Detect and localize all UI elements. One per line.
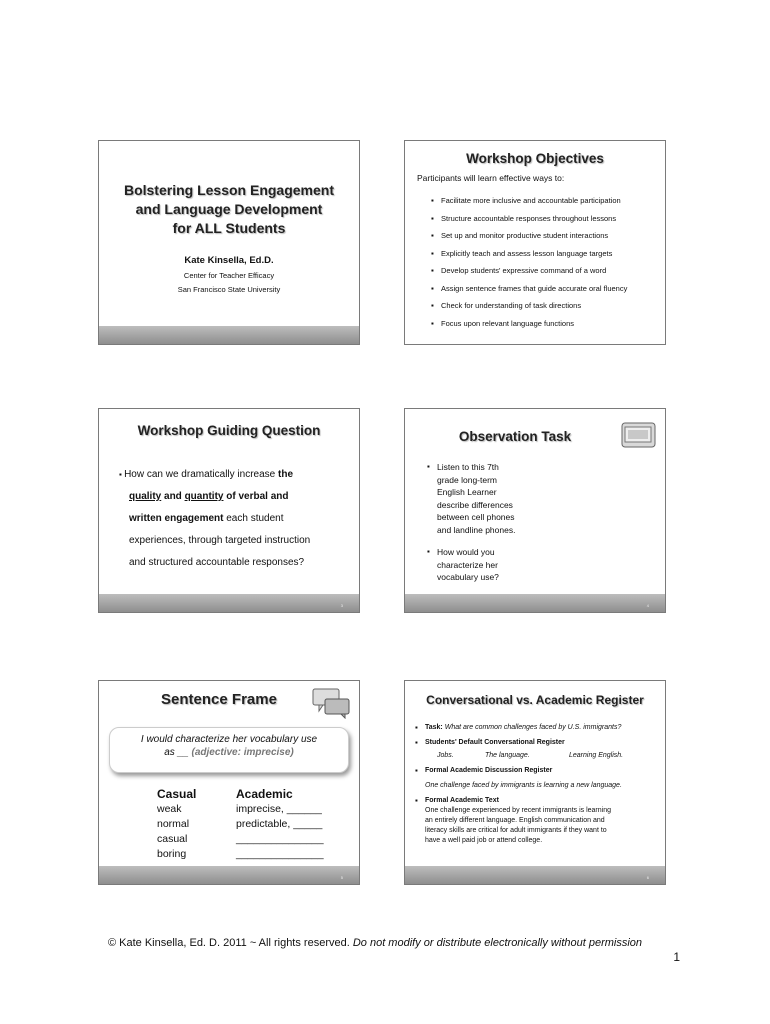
page-number: 1 bbox=[673, 950, 680, 964]
slide-number: 6 bbox=[646, 875, 649, 880]
list-item: ▪ Formal Academic Discussion Register One challenge faced by immigrants is learning a new language. bbox=[415, 766, 660, 791]
objectives-list bbox=[431, 192, 627, 332]
slide-number: 5 bbox=[340, 875, 343, 880]
copyright-text: © Kate Kinsella, Ed. D. 2011 ~ All rights reserved. bbox=[108, 937, 353, 949]
slide-6 bbox=[404, 680, 666, 885]
frame-line-1: I would characterize her vocabulary use bbox=[140, 734, 318, 745]
slide-1-title: Bolstering Lesson Engagement and Language Development for ALL Students bbox=[123, 182, 335, 236]
slide-footer-band bbox=[99, 326, 359, 344]
slide-number: 4 bbox=[646, 603, 649, 608]
slide-4-title: Observation Task bbox=[458, 429, 572, 444]
list-item: ▪ Formal Academic Text One challenge experienced by recent immigrants is learning an entirely different language. English communication and literacy skills are critical for adult immigrants if they want to have a well paid job or attend college. bbox=[415, 796, 660, 846]
speech-bubbles-icon bbox=[311, 687, 351, 719]
list-item: ▪ Explicitly teach and assess lesson language targets bbox=[431, 245, 627, 263]
slide-2-title: Workshop Objectives bbox=[466, 151, 604, 166]
slide-6-title: Conversational vs. Academic Register bbox=[426, 693, 644, 707]
list-item: ▪ Assign sentence frames that guide accurate oral fluency bbox=[431, 280, 627, 298]
list-item: predictable, _____ bbox=[236, 818, 323, 830]
slide-2 bbox=[404, 140, 666, 345]
organization: Center for Teacher Efficacy bbox=[183, 271, 275, 280]
distribution-notice: Do not modify or distribute electronically without permission bbox=[352, 937, 643, 949]
author-name: Kate Kinsella, Ed.D. bbox=[184, 255, 274, 266]
academic-column bbox=[236, 787, 324, 862]
slide-3 bbox=[98, 408, 360, 613]
slide-4 bbox=[404, 408, 666, 613]
objectives-intro: Participants will learn effective ways to: bbox=[417, 173, 565, 183]
list-item: ▪ How would you characterize her vocabulary use? bbox=[427, 546, 515, 584]
slide-number: 3 bbox=[340, 603, 343, 608]
slide-3-title: Workshop Guiding Question bbox=[137, 423, 321, 438]
list-item: ▪ Facilitate more inclusive and accountable participation bbox=[431, 192, 627, 210]
casual-column bbox=[157, 787, 196, 862]
slide-5-title: Sentence Frame bbox=[161, 691, 277, 708]
casual-heading: Casual bbox=[157, 787, 197, 801]
slide-1 bbox=[98, 140, 360, 345]
list-item: normal bbox=[157, 818, 190, 830]
list-item: ▪ Focus upon relevant language functions bbox=[431, 315, 627, 333]
slide-footer-band bbox=[99, 866, 359, 884]
list-item: ▪ Set up and monitor productive student interactions bbox=[431, 227, 627, 245]
list-item: ▪ Check for understanding of task directions bbox=[431, 297, 627, 315]
list-item: boring bbox=[157, 848, 187, 860]
slide-5 bbox=[98, 680, 360, 885]
bullet-icon: ▪ bbox=[119, 470, 125, 479]
slide-footer-band bbox=[99, 594, 359, 612]
frame-adjective: (adjective: imprecise) bbox=[191, 747, 294, 758]
list-item: ▪ Structure accountable responses throughout lessons bbox=[431, 210, 627, 228]
copyright-footer bbox=[108, 937, 642, 949]
list-item: imprecise, ______ bbox=[236, 803, 322, 815]
list-item: _______________ bbox=[236, 833, 324, 845]
frame-blank: as __ bbox=[164, 747, 192, 758]
guiding-question: ▪ How can we dramatically increase the quality and quantity of verbal and written engagement each student experiences, through targeted instruction and structured accountable responses? bbox=[119, 469, 311, 568]
slide-footer-band bbox=[405, 866, 665, 884]
list-item: ▪ Students' Default Conversational Register Jobs. The language. Learning English. bbox=[415, 738, 660, 761]
observation-list bbox=[427, 461, 515, 584]
sentence-frame-box bbox=[109, 727, 349, 773]
academic-heading: Academic bbox=[236, 787, 293, 801]
list-item: weak bbox=[157, 803, 182, 815]
slide-footer-band bbox=[405, 594, 665, 612]
list-item: _______________ bbox=[236, 848, 324, 860]
list-item: casual bbox=[157, 833, 188, 845]
register-list bbox=[415, 723, 660, 846]
video-player-icon bbox=[621, 421, 657, 449]
list-item: ▪ Task: What are common challenges faced by U.S. immigrants? bbox=[415, 723, 660, 733]
list-item: ▪ Develop students' expressive command of a word bbox=[431, 262, 627, 280]
university: San Francisco State University bbox=[177, 285, 281, 294]
list-item: ▪ Listen to this 7th grade long-term English Learner describe differences between cell phones and landline phones. bbox=[427, 461, 515, 536]
